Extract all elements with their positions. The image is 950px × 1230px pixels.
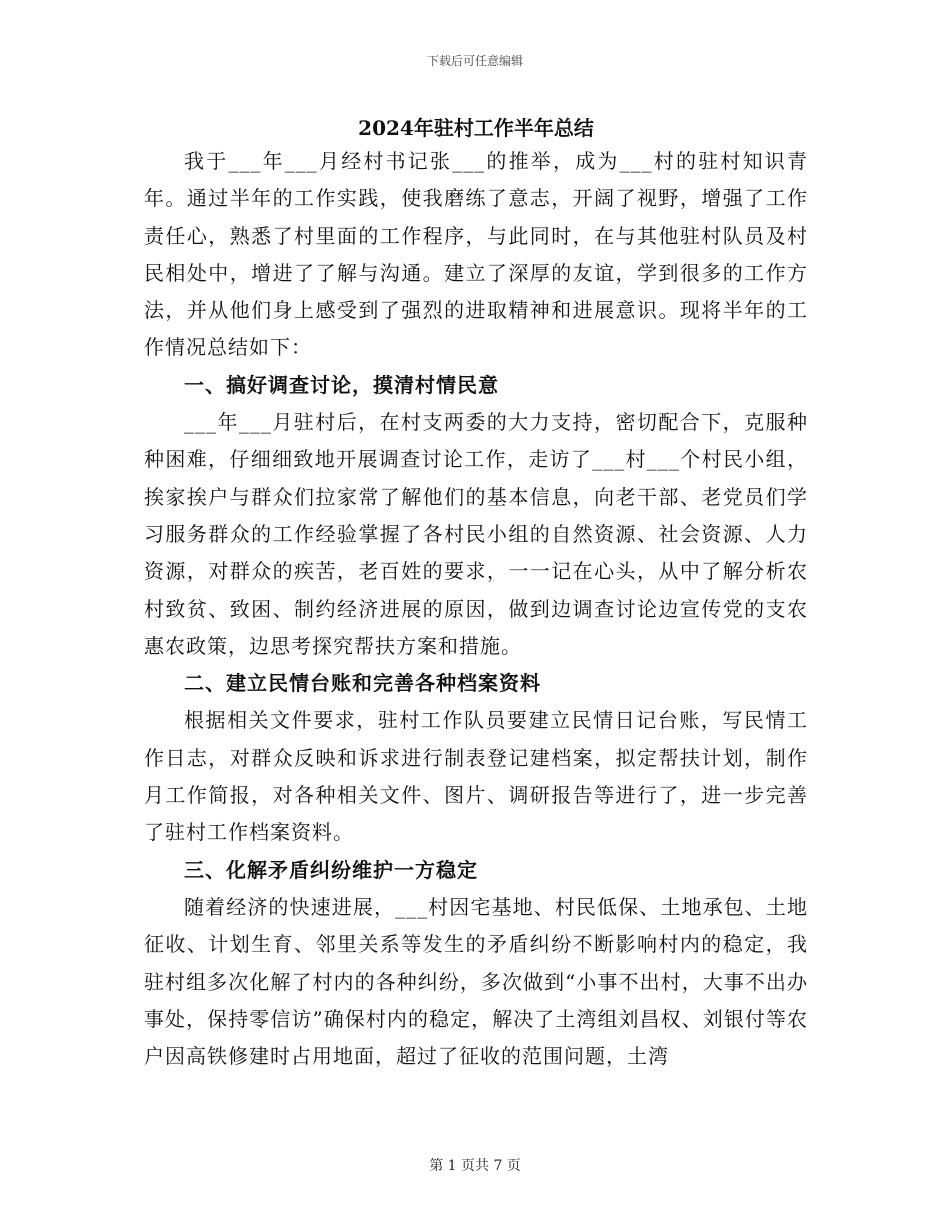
section-2-paragraph: 根据相关文件要求，驻村工作队员要建立民情日记台账，写民情工作日志，对群众反映和诉求进行制表登记建档案，拟定帮扶计划，制作月工作简报，对各种相关文件、图片、调研报告等进行了，进一步完善了驻村工作档案资料。 [144,708,808,845]
section-3-heading: 三、化解矛盾纠纷维护一方稳定 [184,857,478,882]
document-body [144,113,808,1075]
section-2-heading: 二、建立民情台账和完善各种档案资料 [184,671,541,696]
document-title: 2024年驻村工作半年总结 [358,116,594,140]
page-number: 第 1 页共 7 页 [429,1158,521,1174]
section-1-paragraph: ___年___月驻村后，在村支两委的大力支持，密切配合下，克服种种困难，仔细细致地开展调查讨论工作，走访了___村___个村民小组，挨家挨户与群众们拉家常了解他们的基本信息，向老干部、老党员们学习服务群众的工作经验掌握了各村民小组的自然资源、社会资源、人力资源，对群众的疾苦，老百姓的要求，一一记在心头，从中了解分析农村致贫、致困、制约经济进展的原因，做到边调查讨论边宣传党的支农惠农政策，边思考探究帮扶方案和措施。 [144,410,808,658]
page-header-note: 下载后可任意编辑 [426,54,523,68]
intro-paragraph: 我于___年___月经村书记张___的推举，成为___村的驻村知识青年。通过半年的工作实践，使我磨练了意志，开阔了视野，增强了工作责任心，熟悉了村里面的工作程序，与此同时，在与其他驻村队员及村民相处中，增进了了解与沟通。建立了深厚的友谊，学到很多的工作方法，并从他们身上感受到了强烈的进取精神和进展意识。现将半年的工作情况总结如下： [144,149,808,360]
section-3-paragraph: 随着经济的快速进展，___村因宅基地、村民低保、土地承包、土地征收、计划生育、邻里关系等发生的矛盾纠纷不断影响村内的稳定，我驻村组多次化解了村内的各种纠纷，多次做到“小事不出村，大事不出办事处，保持零信访”确保村内的稳定，解决了土湾组刘昌权、刘银付等农户因高铁修建时占用地面，超过了征收的范围问题，土湾 [144,894,808,1069]
section-1-heading: 一、搞好调查讨论，摸清村情民意 [184,372,499,397]
